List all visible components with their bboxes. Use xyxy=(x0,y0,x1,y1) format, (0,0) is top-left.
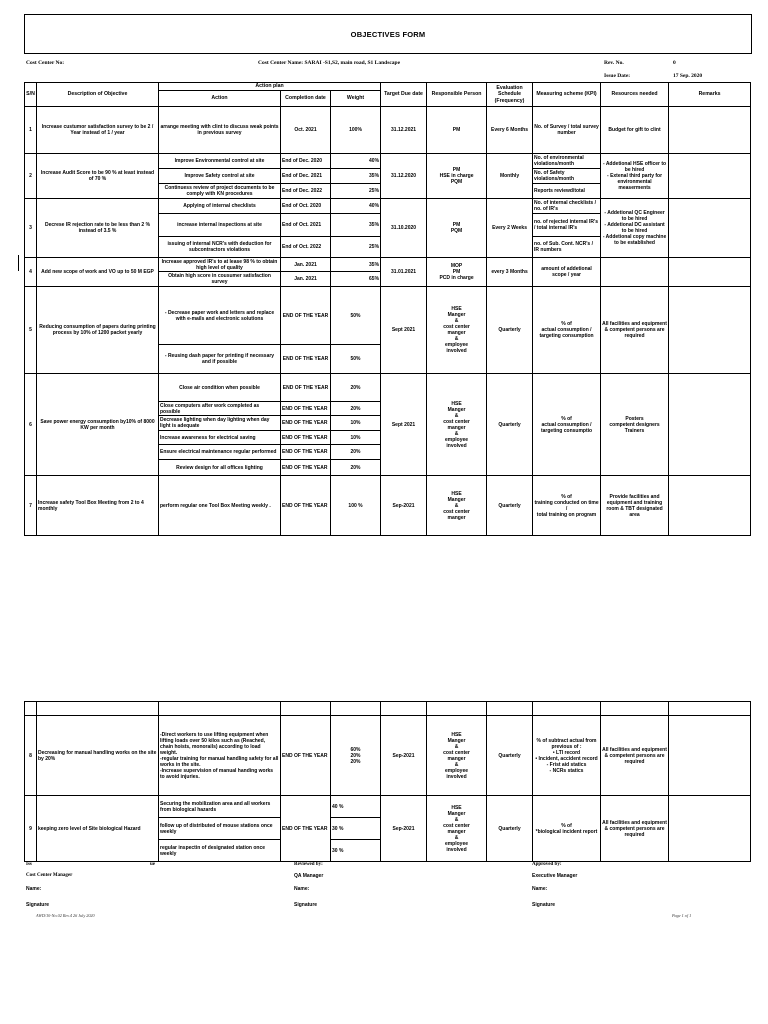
issuer-role: Cost Center Manager xyxy=(26,873,73,878)
row-remarks xyxy=(669,107,751,154)
row-resources: Budget for gift to clint xyxy=(601,107,669,154)
page-info: Page 1 of 1 xyxy=(672,913,692,918)
row-resources: - Addetional QC Engineer to be hired - Addetional DC assistant to be hired - Addetional copy machine to be established xyxy=(601,199,669,258)
row-weight: 35% xyxy=(331,169,381,184)
rev-no-value: 0 xyxy=(673,60,676,66)
row-completion: END OF THE YEAR xyxy=(281,716,331,796)
row-target: 31.12.2020 xyxy=(381,154,427,199)
row-weight: 10% xyxy=(331,416,381,431)
row-weight: 30 % xyxy=(331,840,381,862)
row-action: perform regular one Tool Box Meeting weekly . xyxy=(159,476,281,536)
row-resources: All facilities and equipment & competent persons are required xyxy=(601,796,669,862)
row-target: 31.01.2021 xyxy=(381,258,427,287)
row-remarks xyxy=(669,476,751,536)
row-completion: End of Oct. 2021 xyxy=(281,214,331,237)
rev-no-label: Rev. No. xyxy=(604,60,624,66)
row-target: Sep-2021 xyxy=(381,796,427,862)
table-row xyxy=(25,476,751,536)
row-resources: All facilities and equipment & competent persons are required xyxy=(601,287,669,374)
row-action: Close computers after work completed as possible xyxy=(159,402,281,416)
col-responsible: Responsible Person xyxy=(427,83,487,107)
row-weight: 50% xyxy=(331,345,381,374)
row-description: Increase safety Tool Box Meeting from 2 to 4 monthly xyxy=(37,476,159,536)
row-kpi: No. of environmental violations/month xyxy=(533,154,601,169)
col-resources: Resources needed xyxy=(601,83,669,107)
issuer-name-label: Name: xyxy=(26,886,42,892)
row-responsible: PM PQM xyxy=(427,199,487,258)
form-code: AWD/10-No.02 Rev.4 26 July 2020 xyxy=(36,913,95,918)
row-target: Sep-2021 xyxy=(381,716,427,796)
row-action: Increase approved IR's to at lease 98 % to obtain high level of quality xyxy=(159,258,281,272)
row-kpi: No. of Safety violations/month xyxy=(533,169,601,184)
row-remarks xyxy=(669,287,751,374)
row-completion: END OF THE YEAR xyxy=(281,796,331,862)
issue-date-value: 17 Sep. 2020 xyxy=(673,73,703,79)
row-resources: Posters competent designers Trainers xyxy=(601,374,669,476)
row-weight: 40% xyxy=(331,199,381,214)
row-action: Ensure electrical maintenance regular performed xyxy=(159,445,281,460)
row-weight: 35% xyxy=(331,258,381,272)
row-completion: End of Oct. 2020 xyxy=(281,199,331,214)
row-action: follow up of distributed of mouse stations once weekly xyxy=(159,818,281,840)
row-action: Close air condition when possible xyxy=(159,374,281,402)
row-action: Securing the mobilization area and all workers from biological hazards xyxy=(159,796,281,818)
row-completion: END OF THE YEAR xyxy=(281,402,331,416)
table-row xyxy=(25,287,751,345)
reviewer-name-label: Name: xyxy=(294,886,310,892)
approver-role: Executive Manager xyxy=(532,873,578,879)
row-responsible: HSE Manger & cost center manger & employee involved xyxy=(427,716,487,796)
row-target: Sept 2021 xyxy=(381,374,427,476)
row-responsible: HSE Manger & cost center manger & employee involved xyxy=(427,374,487,476)
row-responsible: PM HSE in charge PQM xyxy=(427,154,487,199)
row-sn: 3 xyxy=(25,199,37,258)
row-description: Increase Audit Score to be 90 % at least instead of 70 % xyxy=(37,154,159,199)
row-resources: All facilities and equipment & competent persons are required xyxy=(601,716,669,796)
row-kpi: Reports reviewd/total xyxy=(533,184,601,199)
issued-label: Iss xyxy=(26,862,32,867)
row-completion: End of Oct. 2022 xyxy=(281,237,331,258)
row-weight: 100 % xyxy=(331,476,381,536)
row-weight: 40% xyxy=(331,154,381,169)
issuer-signature-label: Signature xyxy=(26,902,50,908)
row-kpi: % of actual consumption / targeting consumptio xyxy=(533,374,601,476)
row-responsible: PM xyxy=(427,107,487,154)
margin-mark xyxy=(18,255,19,271)
col-weight: Weight xyxy=(331,91,381,107)
row-sn: 6 xyxy=(25,374,37,476)
table-row xyxy=(25,199,751,214)
row-completion: END OF THE YEAR xyxy=(281,374,331,402)
row-completion: End of Dec. 2020 xyxy=(281,154,331,169)
row-kpi: amount of addetional scope / year xyxy=(533,258,601,287)
row-responsible: HSE Manger & cost center manger & employee involved xyxy=(427,796,487,862)
row-resources xyxy=(601,258,669,287)
row-completion: End of Dec. 2022 xyxy=(281,184,331,199)
row-completion: Jan. 2021 xyxy=(281,258,331,272)
col-action: Action xyxy=(159,91,281,107)
row-completion: End of Dec. 2021 xyxy=(281,169,331,184)
row-description: Reducing consumption of papers during printing process by 10% of 1200 packet yearly xyxy=(37,287,159,374)
form-title-box xyxy=(24,14,752,54)
col-remarks: Remarks xyxy=(669,83,751,107)
row-action: Improve Environmental control at site xyxy=(159,154,281,169)
row-kpi: no. of Sub. Cont. NCR's / IR numbers xyxy=(533,237,601,258)
row-remarks xyxy=(669,258,751,287)
row-kpi: No. of Survey / total survey number xyxy=(533,107,601,154)
row-kpi: % of subtract actual from previous of : • LTI record • Incident, accident record - Frist aid statics - NCRs statics xyxy=(533,716,601,796)
row-evaluation: Quarterly xyxy=(487,374,533,476)
row-description: Decreasing for manual handling works on the site by 20% xyxy=(37,716,159,796)
row-description: Save power energy consumption by10% of 8000 KW per month xyxy=(37,374,159,476)
objectives-table xyxy=(24,82,751,536)
table-row xyxy=(25,796,751,818)
row-weight: 40 % xyxy=(331,796,381,818)
cost-center-no-label: Cost Center No: xyxy=(26,60,65,66)
row-target: Sept 2021 xyxy=(381,287,427,374)
table-row xyxy=(25,716,751,796)
row-action: Improve Safety control at site xyxy=(159,169,281,184)
row-weight: 25% xyxy=(331,184,381,199)
row-action: Continuess review of project documents to be comply with KN procedures xyxy=(159,184,281,199)
row-weight: 20% xyxy=(331,445,381,460)
row-resources: - Addetional HSE officer to be hired - Extenal third party for environmental measerments xyxy=(601,154,669,199)
row-completion: END OF THE YEAR xyxy=(281,431,331,445)
row-action: Review design for all offices lighting xyxy=(159,460,281,476)
row-target: 31.10.2020 xyxy=(381,199,427,258)
row-evaluation: Quarterly xyxy=(487,796,533,862)
table-row xyxy=(25,702,751,716)
row-weight: 30 % xyxy=(331,818,381,840)
row-evaluation: Quarterly xyxy=(487,476,533,536)
row-weight: 20% xyxy=(331,374,381,402)
row-description: Decrese IR rejection rate to be less than 2 % instead of 3.5 % xyxy=(37,199,159,258)
row-kpi: % of *biological incident report xyxy=(533,796,601,862)
reviewer-signature-label: Signature xyxy=(294,902,318,908)
approver-name-label: Name: xyxy=(532,886,548,892)
row-action: Decrease lighting when day lighting when day light is adequate xyxy=(159,416,281,431)
row-action: - Reusing dash paper for printing if necessary and if possible xyxy=(159,345,281,374)
row-weight: 50% xyxy=(331,287,381,345)
reviewed-by-label: Reviewed by: xyxy=(294,862,323,867)
row-remarks xyxy=(669,199,751,258)
col-completion: Completion date xyxy=(281,91,331,107)
row-sn: 5 xyxy=(25,287,37,374)
row-action: regular inspectin of designated station once weekly xyxy=(159,840,281,862)
row-target: Sep-2021 xyxy=(381,476,427,536)
table-row xyxy=(25,258,751,272)
row-sn: 1 xyxy=(25,107,37,154)
row-weight: 25% xyxy=(331,237,381,258)
row-sn: 2 xyxy=(25,154,37,199)
row-action: Increase awareness for electrical saving xyxy=(159,431,281,445)
row-resources: Provide facilities and equipment and training room & TBT designated area xyxy=(601,476,669,536)
row-evaluation: Every 2 Weeks xyxy=(487,199,533,258)
row-evaluation: Quarterly xyxy=(487,716,533,796)
row-remarks xyxy=(669,374,751,476)
row-completion: END OF THE YEAR xyxy=(281,460,331,476)
row-kpi: No. of internal checklists / no. of IR's xyxy=(533,199,601,214)
row-completion: END OF THE YEAR xyxy=(281,345,331,374)
row-remarks xyxy=(669,154,751,199)
approved-by-label: Approved by: xyxy=(532,862,562,867)
reviewer-role: QA Manager xyxy=(294,873,324,879)
row-evaluation: Every 6 Months xyxy=(487,107,533,154)
row-weight: 100% xyxy=(331,107,381,154)
row-weight: 20% xyxy=(331,460,381,476)
row-evaluation: Monthly xyxy=(487,154,533,199)
row-target: 31.12.2021 xyxy=(381,107,427,154)
approver-signature-label: Signature xyxy=(532,902,556,908)
col-action-plan: Action plan xyxy=(159,83,381,91)
row-description: Increase custumor satisfaction survey to be 2 / Year instead of 1 / year xyxy=(37,107,159,154)
row-responsible: MOP PM PCD in charge xyxy=(427,258,487,287)
row-remarks xyxy=(669,796,751,862)
row-evaluation: Quarterly xyxy=(487,287,533,374)
row-sn: 9 xyxy=(25,796,37,862)
row-weight: 60% 20% 20% xyxy=(331,716,381,796)
row-sn: 8 xyxy=(25,716,37,796)
issue-date-label: Issue Date: xyxy=(604,73,631,79)
table-row xyxy=(25,374,751,402)
row-action: -Direct workers to use lifting equipment when lifting loads over 50 kilos such as (Reached, chain hoists, monorails) according to load weight. -regular training for manual handling safety for all works in the site. -Increase supervision of manual handing works to avoid injuries. xyxy=(159,716,281,796)
row-weight: 35% xyxy=(331,214,381,237)
row-completion: END OF THE YEAR xyxy=(281,416,331,431)
row-sn: 4 xyxy=(25,258,37,287)
col-evaluation: Evaluation Schedule (Frequency) xyxy=(487,83,533,107)
issued-suffix: ue xyxy=(150,862,155,867)
col-sn: S/N xyxy=(25,83,37,107)
row-action: increase internal inspections at site xyxy=(159,214,281,237)
row-completion: Jan. 2021 xyxy=(281,272,331,287)
row-action: arrange meeting with clint to discuss weak points in previous survey xyxy=(159,107,281,154)
col-description: Description of Objective xyxy=(37,83,159,107)
cost-center-name: Cost Center Name: SARAI -S1,S2, main road, S1 Landscape xyxy=(258,60,401,66)
row-responsible: HSE Manger & cost center manger & employee involved xyxy=(427,287,487,374)
table-row xyxy=(25,154,751,169)
row-evaluation: every 3 Months xyxy=(487,258,533,287)
row-weight: 65% xyxy=(331,272,381,287)
row-remarks xyxy=(669,716,751,796)
row-sn: 7 xyxy=(25,476,37,536)
row-action: Obtain high score in cousumer satisfaction survey xyxy=(159,272,281,287)
table-row xyxy=(25,107,751,154)
row-completion: Oct. 2021 xyxy=(281,107,331,154)
col-kpi: Measuring scheme (KPI) xyxy=(533,83,601,107)
row-description: keeping zero level of Site biological Hazard xyxy=(37,796,159,862)
row-completion: END OF THE YEAR xyxy=(281,445,331,460)
col-target: Target Due date xyxy=(381,83,427,107)
row-completion: END OF THE YEAR xyxy=(281,287,331,345)
row-kpi: % of actual consumption / targeting consumption xyxy=(533,287,601,374)
row-description: Add new scope of work and VO up to 50 M EGP xyxy=(37,258,159,287)
row-weight: 10% xyxy=(331,431,381,445)
form-title: OBJECTIVES FORM xyxy=(350,29,426,39)
row-action: issuing of internal NCR's with deduction for subcontractors violations xyxy=(159,237,281,258)
row-kpi: % of training conducted on time / total training on program xyxy=(533,476,601,536)
row-kpi: no. of rejected internal IR's / total internal IR's xyxy=(533,214,601,237)
row-action: Applying of internal checklists xyxy=(159,199,281,214)
row-responsible: HSE Manger & cost center manger xyxy=(427,476,487,536)
objectives-table-continued xyxy=(24,701,751,862)
row-completion: END OF THE YEAR xyxy=(281,476,331,536)
row-action: - Decrease paper work and letters and replace with e-mails and electronic solutions xyxy=(159,287,281,345)
row-weight: 20% xyxy=(331,402,381,416)
